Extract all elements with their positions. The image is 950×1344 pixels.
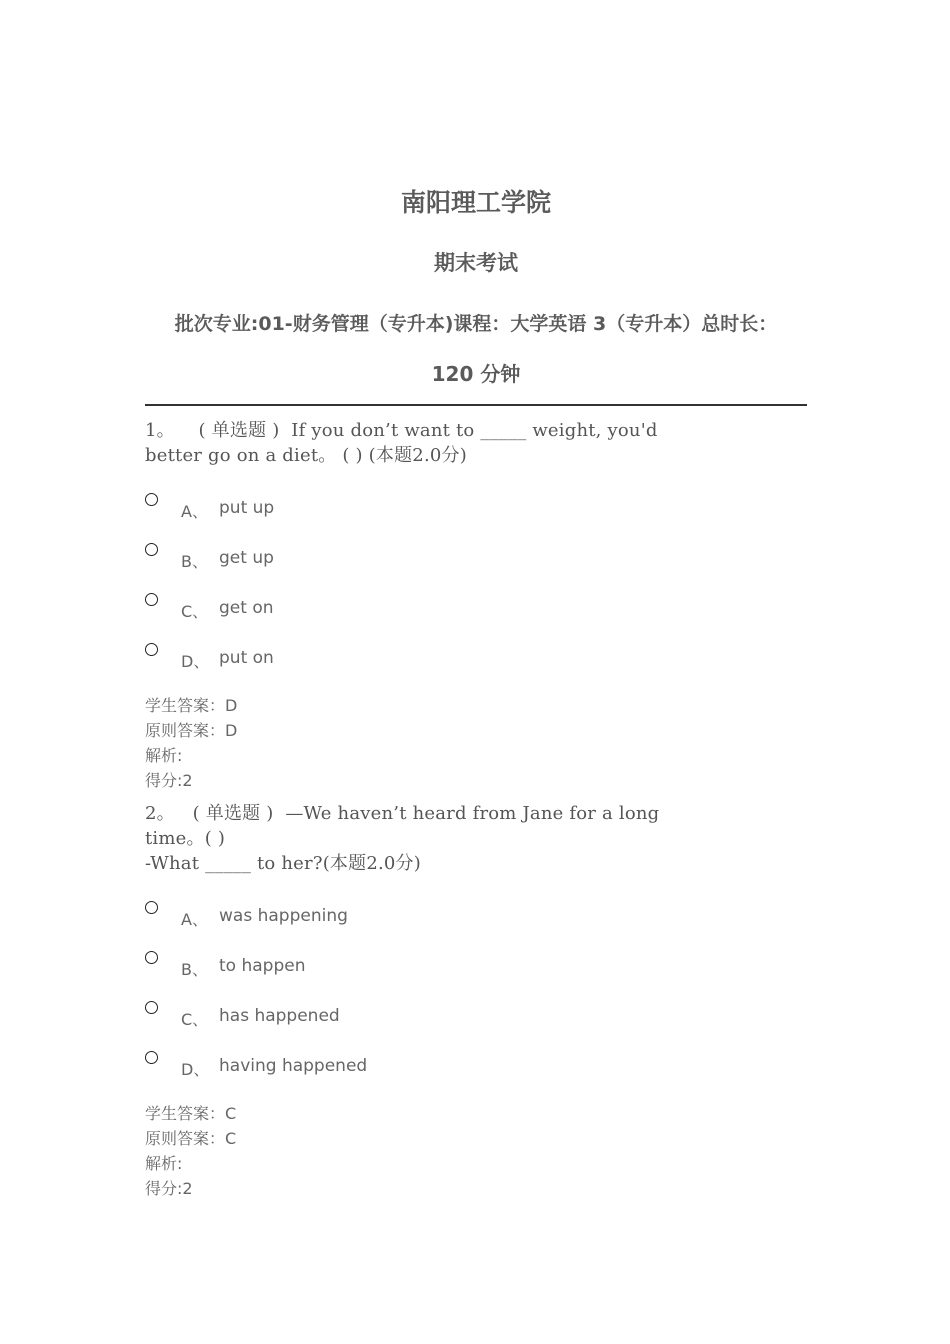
analysis: 解析: [145, 746, 183, 765]
option-letter: C、 [181, 1010, 209, 1029]
option-text: was happening [219, 906, 348, 926]
option-text: having happened [219, 1056, 368, 1076]
question-line: time。( ) [145, 828, 226, 849]
option-letter: B、 [181, 552, 208, 571]
question-line: better go on a diet。 ( ) (本题2.0分) [145, 445, 467, 466]
standard-answer: 原则答案：C [145, 1129, 237, 1148]
question-line: 2。 ( 单选题 ) —We haven’t heard from Jane for a long [145, 803, 660, 824]
radio-button[interactable] [145, 1051, 158, 1064]
option-text: get up [219, 548, 274, 568]
answer-block [145, 693, 807, 793]
radio-button[interactable] [145, 643, 158, 656]
radio-button[interactable] [145, 593, 158, 606]
option-list [145, 901, 807, 1101]
question-line: -What _____ to her?(本题2.0分) [145, 853, 421, 874]
option-d[interactable] [145, 643, 807, 693]
option-letter: A、 [181, 910, 208, 929]
header-divider [145, 404, 807, 406]
option-text: to happen [219, 956, 306, 976]
option-text: put up [219, 498, 275, 518]
answer-block [145, 1101, 807, 1201]
option-list [145, 493, 807, 693]
exam-meta-line-2: 120 分钟 [431, 362, 521, 386]
radio-button[interactable] [145, 493, 158, 506]
option-letter: A、 [181, 502, 208, 521]
option-c[interactable] [145, 1001, 807, 1051]
radio-button[interactable] [145, 901, 158, 914]
option-letter: D、 [181, 652, 210, 671]
option-letter: D、 [181, 1060, 210, 1079]
standard-answer: 原则答案：D [145, 721, 238, 740]
option-letter: B、 [181, 960, 208, 979]
option-letter: C、 [181, 602, 209, 621]
option-d[interactable] [145, 1051, 807, 1101]
option-a[interactable] [145, 493, 807, 543]
option-text: put on [219, 648, 274, 668]
radio-button[interactable] [145, 1001, 158, 1014]
exam-meta-line-1: 批次专业:01-财务管理（专升本)课程：大学英语 3（专升本）总时长： [174, 313, 778, 335]
question-2 [145, 801, 807, 1201]
question-text [145, 418, 807, 468]
student-answer: 学生答案：D [145, 696, 238, 715]
score: 得分:2 [145, 1179, 193, 1198]
radio-button[interactable] [145, 543, 158, 556]
analysis: 解析: [145, 1154, 183, 1173]
student-answer: 学生答案：C [145, 1104, 237, 1123]
option-b[interactable] [145, 543, 807, 593]
school-title: 南阳理工学院 [400, 188, 551, 217]
score: 得分:2 [145, 771, 193, 790]
option-b[interactable] [145, 951, 807, 1001]
option-a[interactable] [145, 901, 807, 951]
question-1 [145, 418, 807, 793]
question-text [145, 801, 807, 876]
question-line: 1。 ( 单选题 ) If you don’t want to _____ weight, you'd [145, 420, 658, 441]
option-text: has happened [219, 1006, 340, 1026]
exam-title: 期末考试 [434, 251, 518, 275]
radio-button[interactable] [145, 951, 158, 964]
option-text: get on [219, 598, 274, 618]
option-c[interactable] [145, 593, 807, 643]
